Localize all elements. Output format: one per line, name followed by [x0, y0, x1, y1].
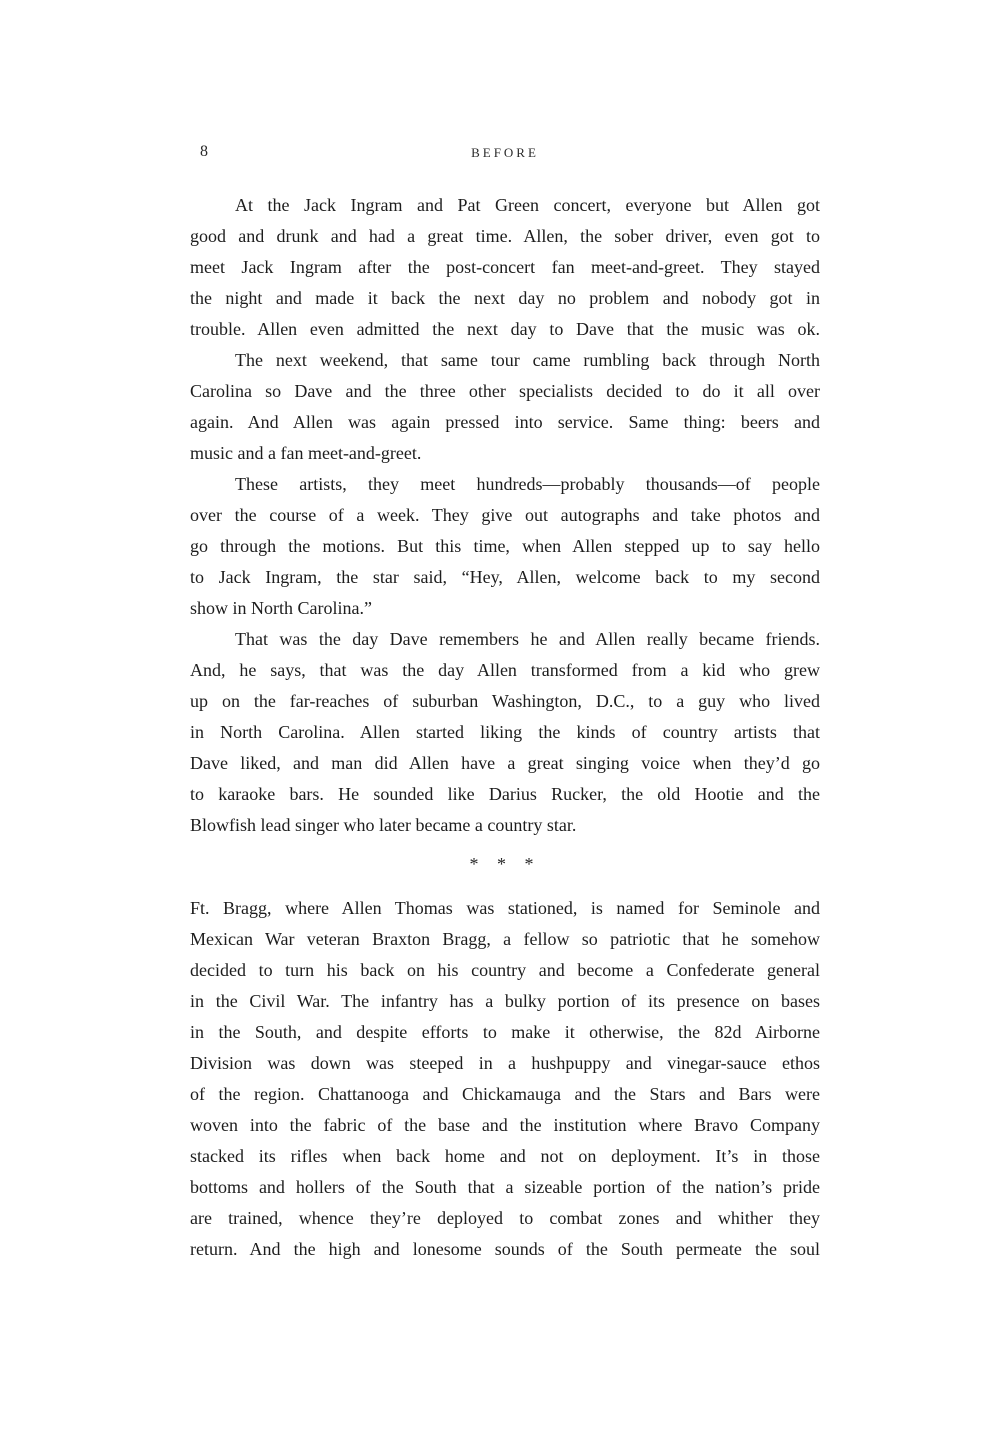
text-line: of the region. Chattanooga and Chickamauga and the Stars and Bars were [190, 1084, 820, 1104]
text-line: Dave liked, and man did Allen have a great singing voice when they’d go [190, 753, 820, 773]
paragraph-3 [190, 469, 820, 624]
text-line: in the South, and despite efforts to make it otherwise, the 82d Airborne [190, 1022, 820, 1042]
text-line: up on the far-reaches of suburban Washington, D.C., to a guy who lived [190, 691, 820, 711]
running-header: BEFORE [471, 145, 539, 160]
text-line: again. And Allen was again pressed into service. Same thing: beers and [190, 412, 820, 432]
text-line: Mexican War veteran Braxton Bragg, a fellow so patriotic that he somehow [190, 929, 820, 949]
text-line: meet Jack Ingram after the post-concert fan meet-and-greet. They stayed [190, 257, 820, 277]
text-line: to Jack Ingram, the star said, “Hey, Allen, welcome back to my second [190, 567, 820, 587]
text-line: show in North Carolina.” [190, 598, 372, 618]
page-number: 8 [200, 143, 208, 160]
page-header [190, 142, 820, 162]
text-line: return. And the high and lonesome sounds of the South permeate the soul [190, 1239, 820, 1259]
text-line: good and drunk and had a great time. Allen, the sober driver, even got to [190, 226, 820, 246]
text-line: in the Civil War. The infantry has a bulky portion of its presence on bases [190, 991, 820, 1011]
page-body [190, 190, 820, 1265]
paragraph-2 [190, 345, 820, 469]
paragraph-1 [190, 190, 820, 345]
text-line: woven into the fabric of the base and the institution where Bravo Company [190, 1115, 820, 1135]
section-break: * * * [469, 854, 541, 874]
text-line: decided to turn his back on his country and become a Confederate general [190, 960, 820, 980]
paragraph-5 [190, 893, 820, 1265]
text-line: That was the day Dave remembers he and Allen really became friends. [235, 629, 820, 649]
text-line: The next weekend, that same tour came rumbling back through North [235, 350, 820, 370]
text-line: in North Carolina. Allen started liking the kinds of country artists that [190, 722, 820, 742]
text-line: to karaoke bars. He sounded like Darius Rucker, the old Hootie and the [190, 784, 820, 804]
text-line: At the Jack Ingram and Pat Green concert, everyone but Allen got [235, 195, 820, 215]
text-line: Carolina so Dave and the three other specialists decided to do it all over [190, 381, 820, 401]
text-line: trouble. Allen even admitted the next day to Dave that the music was ok. [190, 319, 820, 339]
text-line: And, he says, that was the day Allen transformed from a kid who grew [190, 660, 820, 680]
text-line: Blowfish lead singer who later became a country star. [190, 815, 577, 835]
text-line: stacked its rifles when back home and not on deployment. It’s in those [190, 1146, 820, 1166]
text-line: Division was down was steeped in a hushpuppy and vinegar-sauce ethos [190, 1053, 820, 1073]
text-line: the night and made it back the next day no problem and nobody got in [190, 288, 820, 308]
text-line: Ft. Bragg, where Allen Thomas was stationed, is named for Seminole and [190, 898, 820, 918]
text-line: over the course of a week. They give out autographs and take photos and [190, 505, 820, 525]
text-line: These artists, they meet hundreds—probably thousands—of people [235, 474, 820, 494]
text-line: bottoms and hollers of the South that a sizeable portion of the nation’s pride [190, 1177, 820, 1197]
text-line: go through the motions. But this time, when Allen stepped up to say hello [190, 536, 820, 556]
text-line: are trained, whence they’re deployed to combat zones and whither they [190, 1208, 820, 1228]
text-line: music and a fan meet-and-greet. [190, 443, 422, 463]
paragraph-4 [190, 624, 820, 841]
